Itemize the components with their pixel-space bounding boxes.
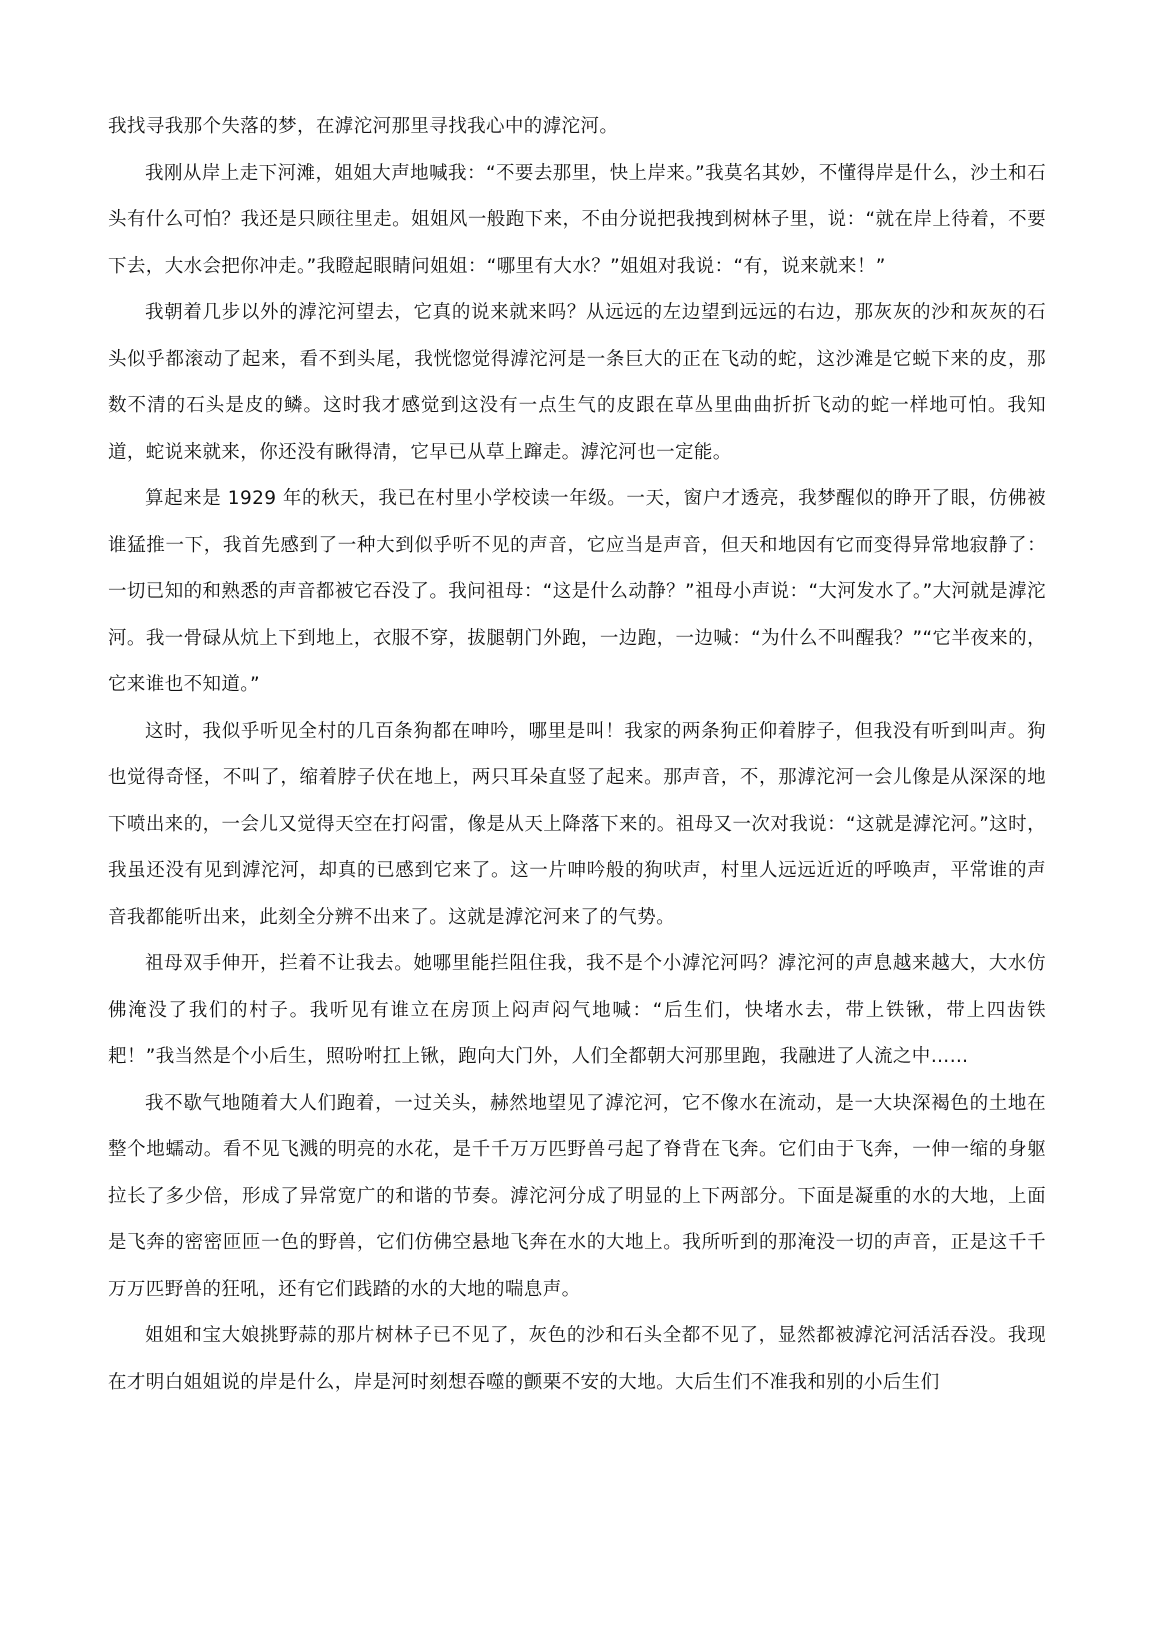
- paragraph-5: 这时，我似乎听见全村的几百条狗都在呻吟，哪里是叫！我家的两条狗正仰着脖子，但我没有听到叫声。狗也觉得奇怪，不叫了，缩着脖子伏在地上，两只耳朵直竖了起来。那声音，不，那滹沱河一会儿像是从深深的地下喷出来的，一会儿又觉得天空在打闷雷，像是从天上降落下来的。祖母又一次对我说：“这就是滹沱河。”这时，我虽还没有见到滹沱河，却真的已感到它来了。这一片呻吟般的狗吠声，村里人远远近近的呼唤声，平常谁的声音我都能听出来，此刻全分辨不出来了。这就是滹沱河来了的气势。: [108, 720, 1046, 928]
- paragraph-2: 我刚从岸上走下河滩，姐姐大声地喊我：“不要去那里，快上岸来。”我莫名其妙，不懂得岸是什么，沙土和石头有什么可怕？我还是只顾往里走。姐姐风一般跑下来，不由分说把我拽到树林子里，说：“就在岸上待着，不要下去，大水会把你冲走。”我瞪起眼睛问姐姐：“哪里有大水？”姐姐对我说：“有，说来就来！”: [108, 162, 1046, 277]
- paragraph-3: 我朝着几步以外的滹沱河望去，它真的说来就来吗？从远远的左边望到远远的右边，那灰灰的沙和灰灰的石头似乎都滚动了起来，看不到头尾，我恍惚觉得滹沱河是一条巨大的正在飞动的蛇，这沙滩是它蜕下来的皮，那数不清的石头是皮的鳞。这时我才感觉到这没有一点生气的皮跟在草丛里曲曲折折飞动的蛇一样地可怕。我知道，蛇说来就来，你还没有瞅得清，它早已从草上蹿走。滹沱河也一定能。: [108, 302, 1046, 463]
- article-body: [108, 104, 1046, 1406]
- paragraph-4: 算起来是 1929 年的秋天，我已在村里小学校读一年级。一天，窗户才透亮，我梦醒似的睁开了眼，仿佛被谁猛推一下，我首先感到了一种大到似乎听不见的声音，它应当是声音，但天和地因有它而变得异常地寂静了：一切已知的和熟悉的声音都被它吞没了。我问祖母：“这是什么动静？”祖母小声说：“大河发水了。”大河就是滹沱河。我一骨碌从炕上下到地上，衣服不穿，拔腿朝门外跑，一边跑，一边喊：“为什么不叫醒我？”“它半夜来的，它来谁也不知道。”: [108, 488, 1046, 695]
- paragraph-1: 我找寻我那个失落的梦，在滹沱河那里寻找我心中的滹沱河。: [108, 116, 619, 137]
- paragraph-8: 姐姐和宝大娘挑野蒜的那片树林子已不见了，灰色的沙和石头全都不见了，显然都被滹沱河活活吞没。我现在才明白姐姐说的岸是什么，岸是河时刻想吞噬的颤栗不安的大地。大后生们不准我和别的小后生们: [108, 1325, 1046, 1393]
- paragraph-6: 祖母双手伸开，拦着不让我去。她哪里能拦阻住我，我不是个小滹沱河吗？滹沱河的声息越来越大，大水仿佛淹没了我们的村子。我听见有谁立在房顶上闷声闷气地喊：“后生们，快堵水去，带上铁锹，带上四齿铁耙！”我当然是个小后生，照吩咐扛上锹，跑向大门外，人们全都朝大河那里跑，我融进了人流之中……: [108, 953, 1046, 1067]
- paragraph-7: 我不歇气地随着大人们跑着，一过关头，赫然地望见了滹沱河，它不像水在流动，是一大块深褐色的土地在整个地蠕动。看不见飞溅的明亮的水花，是千千万万匹野兽弓起了脊背在飞奔。它们由于飞奔，一伸一缩的身躯拉长了多少倍，形成了异常宽广的和谐的节奏。滹沱河分成了明显的上下两部分。下面是凝重的水的大地，上面是飞奔的密密匝匝一色的野兽，它们仿佛空悬地飞奔在水的大地上。我所听到的那淹没一切的声音，正是这千千万万匹野兽的狂吼，还有它们践踏的水的大地的喘息声。: [108, 1092, 1046, 1300]
